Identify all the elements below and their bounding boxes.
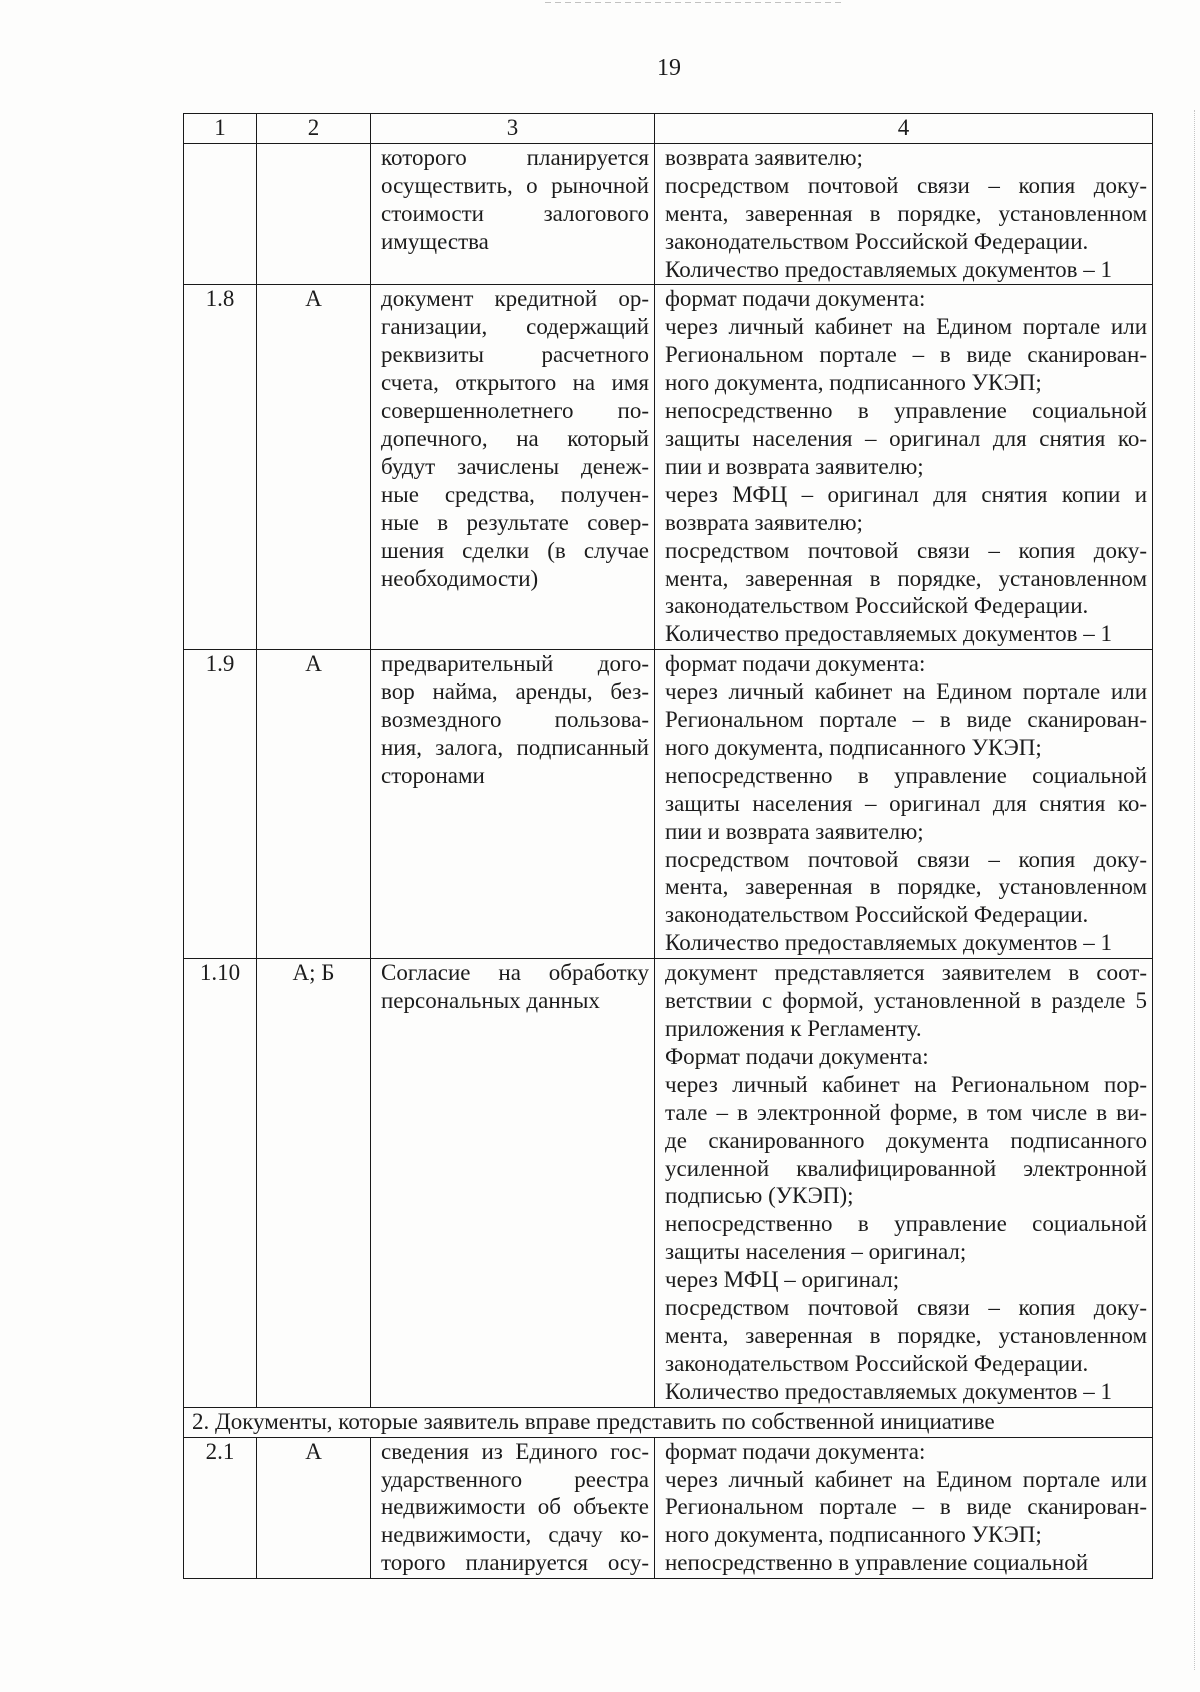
table-row	[184, 143, 1153, 285]
cell-line: будут зачислены денеж-	[381, 453, 649, 479]
cell-line: непосредственно в управление социальной	[665, 1550, 1089, 1576]
cell-line: Формат подачи документа:	[665, 1043, 929, 1069]
cell-line: законодательством Российской Федерации.	[665, 1350, 1089, 1376]
cell-line: мента, заверенная в порядке, установленном	[665, 200, 1147, 226]
table-header	[184, 114, 1153, 144]
cell-line: через личный кабинет на Региональном пор-	[665, 1071, 1147, 1097]
cell-line: усиленной квалифицированной электронной	[665, 1155, 1147, 1181]
document-name-cell	[371, 650, 655, 959]
cell-line: ного документа, подписанного УКЭП;	[665, 370, 1042, 396]
cell-line: через МФЦ – оригинал для снятия копии и	[665, 481, 1147, 507]
column-header-1: 1	[184, 114, 257, 144]
applicant-category-cell: А; Б	[257, 959, 371, 1408]
header-row	[184, 114, 1153, 144]
cell-line: защиты населения – оригинал для снятия ко-	[665, 425, 1147, 451]
cell-line: ного документа, подписанного УКЭП;	[665, 1522, 1042, 1548]
cell-line: Региональном портале – в виде сканирован-	[665, 1494, 1147, 1520]
cell-line: непосредственно в управление социальной	[665, 762, 1147, 788]
cell-line: де сканированного документа подписанного	[665, 1127, 1147, 1153]
cell-line: осуществить, о рыночной	[381, 172, 649, 198]
cell-line: Количество предоставляемых документов – 1	[665, 1378, 1112, 1404]
cell-line: непосредственно в управление социальной	[665, 1211, 1147, 1237]
cell-line: пии и возврата заявителю;	[665, 818, 924, 844]
column-header-4: 4	[655, 114, 1153, 144]
cell-line: через личный кабинет на Едином портале или	[665, 314, 1147, 340]
cell-line: законодательством Российской Федерации.	[665, 902, 1089, 928]
document-name-cell	[371, 143, 655, 285]
cell-line: ного документа, подписанного УКЭП;	[665, 734, 1042, 760]
cell-line: подписью (УКЭП);	[665, 1183, 854, 1209]
cell-line: вор найма, аренды, без-	[381, 679, 649, 705]
cell-line: возврата заявителю;	[665, 509, 863, 535]
table-row	[184, 285, 1153, 650]
cell-line: формат подачи документа:	[665, 651, 926, 677]
applicant-category-cell: А	[257, 1437, 371, 1579]
submission-format-cell	[655, 650, 1153, 959]
section-heading: 2. Документы, которые заявитель вправе представить по собственной инициативе	[184, 1407, 1153, 1437]
cell-line: посредством почтовой связи – копия доку-	[665, 537, 1147, 563]
submission-format-cell	[655, 285, 1153, 650]
cell-line: необходимости)	[381, 565, 539, 591]
scan-edge-artifact	[1194, 110, 1195, 1670]
cell-line: сторонами	[381, 762, 485, 788]
table-body	[184, 143, 1153, 1578]
column-header-2: 2	[257, 114, 371, 144]
cell-line: имущества	[381, 228, 489, 254]
cell-line: непосредственно в управление социальной	[665, 398, 1147, 424]
cell-line: ные средства, получен-	[381, 481, 649, 507]
cell-line: защиты населения – оригинал для снятия ко-	[665, 790, 1147, 816]
cell-line: посредством почтовой связи – копия доку-	[665, 172, 1147, 198]
cell-line: Согласие на обработку	[381, 960, 649, 986]
cell-line: допечного, на который	[381, 425, 649, 451]
item-number-cell: 2.1	[184, 1437, 257, 1579]
cell-line: Количество предоставляемых документов – 1	[665, 256, 1112, 282]
cell-line: тале – в электронной форме, в том числе в ви-	[665, 1099, 1147, 1125]
cell-line: через личный кабинет на Едином портале или	[665, 679, 1147, 705]
cell-line: документ представляется заявителем в соот-	[665, 960, 1147, 986]
cell-line: формат подачи документа:	[665, 1438, 926, 1464]
cell-line: совершеннолетнего по-	[381, 398, 649, 424]
cell-line: возмездного пользова-	[381, 707, 649, 733]
page-number: 19	[657, 55, 681, 81]
table-row	[184, 1437, 1153, 1579]
item-number-cell: 1.10	[184, 959, 257, 1408]
cell-line: защиты населения – оригинал;	[665, 1239, 967, 1265]
cell-line: Региональном портале – в виде сканирован-	[665, 707, 1147, 733]
column-header-3: 3	[371, 114, 655, 144]
table-row	[184, 650, 1153, 959]
document-name-cell	[371, 1437, 655, 1579]
applicant-category-cell: А	[257, 650, 371, 959]
cell-line: которого планируется	[381, 144, 649, 170]
cell-line: приложения к Регламенту.	[665, 1016, 922, 1041]
cell-line: посредством почтовой связи – копия доку-	[665, 1295, 1147, 1321]
cell-line: документ кредитной ор-	[381, 286, 649, 312]
applicant-category-cell: А	[257, 285, 371, 650]
document-name-cell	[371, 959, 655, 1408]
table-row	[184, 959, 1153, 1408]
cell-line: реквизиты расчетного	[381, 342, 649, 368]
cell-line: мента, заверенная в порядке, установленном	[665, 874, 1147, 900]
cell-line: счета, открытого на имя	[381, 370, 649, 396]
cell-line: через личный кабинет на Едином портале или	[665, 1466, 1147, 1492]
cell-line: мента, заверенная в порядке, установленном	[665, 1322, 1147, 1348]
document-name-cell	[371, 285, 655, 650]
submission-format-cell	[655, 1437, 1153, 1579]
cell-line: Региональном портале – в виде сканирован-	[665, 342, 1147, 368]
submission-format-cell	[655, 959, 1153, 1408]
cell-line: законодательством Российской Федерации.	[665, 593, 1089, 619]
cell-line: недвижимости, сдачу ко-	[381, 1522, 649, 1548]
item-number-cell: 1.8	[184, 285, 257, 650]
cell-line: шения сделки (в случае	[381, 537, 649, 563]
cell-line: законодательством Российской Федерации.	[665, 228, 1089, 254]
cell-line: возврата заявителю;	[665, 144, 863, 170]
item-number-cell: 1.9	[184, 650, 257, 959]
cell-line: недвижимости об объекте	[381, 1494, 649, 1520]
scan-edge-artifact	[545, 2, 845, 3]
cell-line: пии и возврата заявителю;	[665, 453, 924, 479]
cell-line: ния, залога, подписанный	[381, 734, 649, 760]
cell-line: сведения из Единого гос-	[381, 1438, 649, 1464]
cell-line: формат подачи документа:	[665, 286, 926, 312]
section-row	[184, 1407, 1153, 1437]
applicant-category-cell	[257, 143, 371, 285]
submission-format-cell	[655, 143, 1153, 285]
cell-line: стоимости залогового	[381, 200, 649, 226]
cell-line: ударственного реестра	[381, 1466, 649, 1492]
cell-line: через МФЦ – оригинал;	[665, 1267, 900, 1293]
cell-line: предварительный дого-	[381, 651, 649, 677]
document-table	[183, 113, 1153, 1579]
cell-line: ветствии с формой, установленной в разделе 5	[665, 988, 1147, 1014]
cell-line: мента, заверенная в порядке, установленном	[665, 565, 1147, 591]
cell-line: ганизации, содержащий	[381, 314, 649, 340]
cell-line: ные в результате совер-	[381, 509, 649, 535]
cell-line: Количество предоставляемых документов – 1	[665, 930, 1112, 956]
cell-line: торого планируется осу-	[381, 1550, 649, 1576]
cell-line: посредством почтовой связи – копия доку-	[665, 846, 1147, 872]
cell-line: персональных данных	[381, 988, 600, 1014]
item-number-cell	[184, 143, 257, 285]
cell-line: Количество предоставляемых документов – 1	[665, 621, 1112, 647]
